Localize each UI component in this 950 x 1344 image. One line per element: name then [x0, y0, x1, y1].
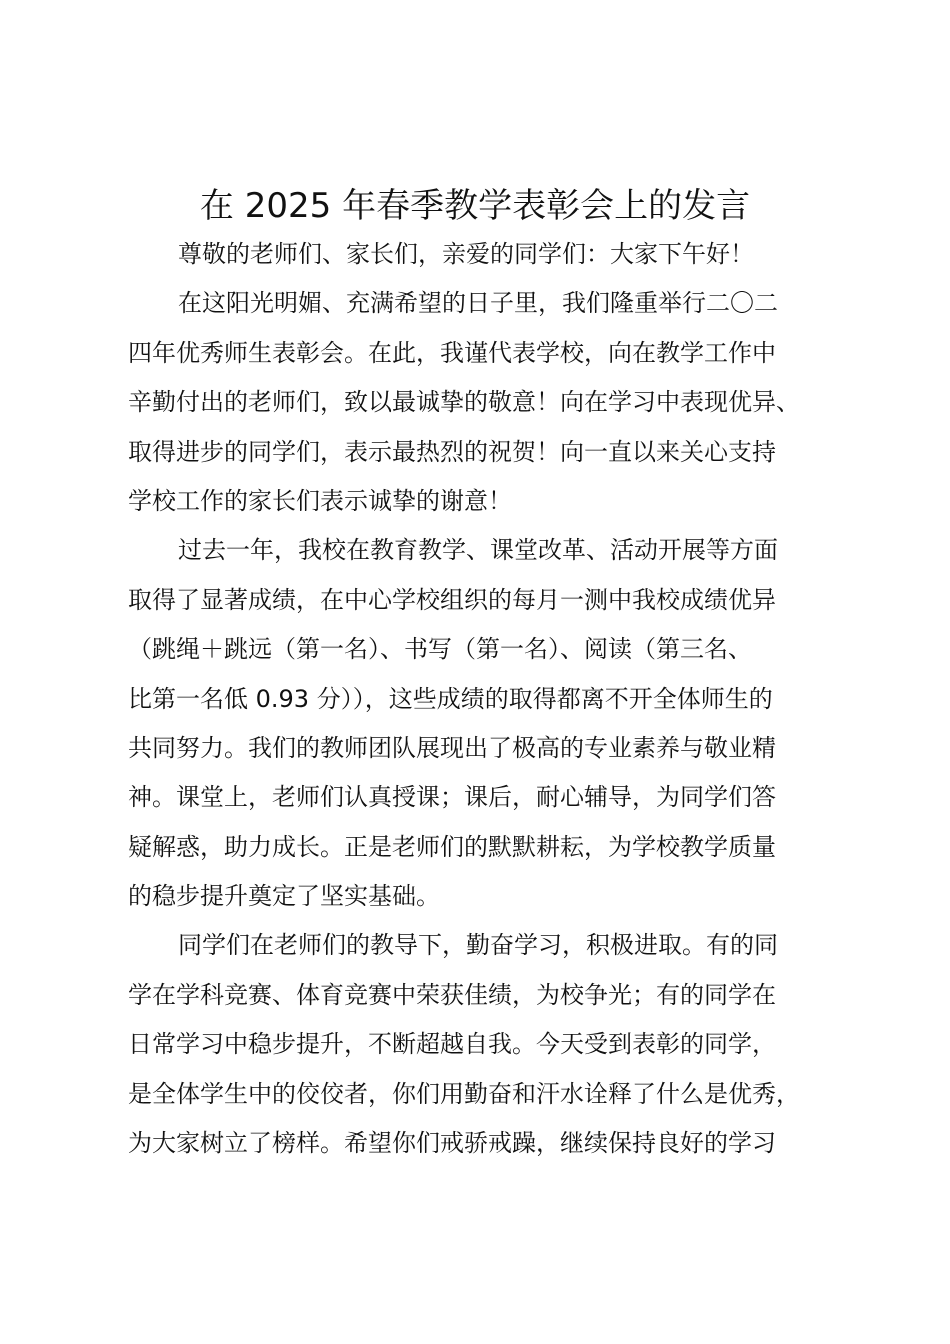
paragraph-line: 疑解惑，助力成长。正是老师们的默默耕耘，为学校教学质量	[128, 832, 776, 861]
paragraph-line: 过去一年，我校在教育教学、课堂改革、活动开展等方面	[178, 536, 778, 565]
document-title: 在 2025 年春季教学表彰会上的发言	[199, 186, 751, 226]
paragraph-line: 比第一名低 0.93 分）），这些成绩的取得都离不开全体师生的	[128, 684, 773, 713]
paragraph-line: 尊敬的老师们、家长们，亲爱的同学们：大家下午好！	[178, 240, 754, 268]
paragraph-line: 取得了显著成绩，在中心学校组织的每月一测中我校成绩优异	[128, 585, 776, 614]
paragraph-line: 日常学习中稳步提升，不断超越自我。今天受到表彰的同学，	[128, 1030, 776, 1059]
paragraph-line: 取得进步的同学们，表示最热烈的祝贺！向一直以来关心支持	[128, 437, 776, 466]
paragraph-line: 的稳步提升奠定了坚实基础。	[128, 882, 440, 911]
paragraph-line: 同学们在老师们的教导下，勤奋学习，积极进取。有的同	[178, 931, 778, 960]
paragraph-line: （跳绳＋跳远（第一名）、书写（第一名）、阅读（第三名、	[128, 635, 752, 664]
paragraph-line: 神。课堂上，老师们认真授课；课后，耐心辅导，为同学们答	[128, 783, 776, 812]
paragraph-line: 为大家树立了榜样。希望你们戒骄戒躁，继续保持良好的学习	[128, 1129, 776, 1158]
paragraph-line: 是全体学生中的佼佼者，你们用勤奋和汗水诠释了什么是优秀，	[128, 1079, 800, 1108]
paragraph-line: 学在学科竞赛、体育竞赛中荣获佳绩，为校争光；有的同学在	[128, 980, 776, 1009]
paragraph-line: 在这阳光明媚、充满希望的日子里，我们隆重举行二〇二	[178, 289, 778, 318]
paragraph-line: 学校工作的家长们表示诚挚的谢意！	[128, 486, 512, 515]
paragraph-line: 共同努力。我们的教师团队展现出了极高的专业素养与敬业精	[128, 733, 776, 762]
document-body	[128, 230, 838, 1168]
paragraph-line: 四年优秀师生表彰会。在此，我谨代表学校，向在教学工作中	[128, 338, 776, 367]
paragraph-line: 辛勤付出的老师们，致以最诚挚的敬意！向在学习中表现优异、	[128, 388, 800, 417]
